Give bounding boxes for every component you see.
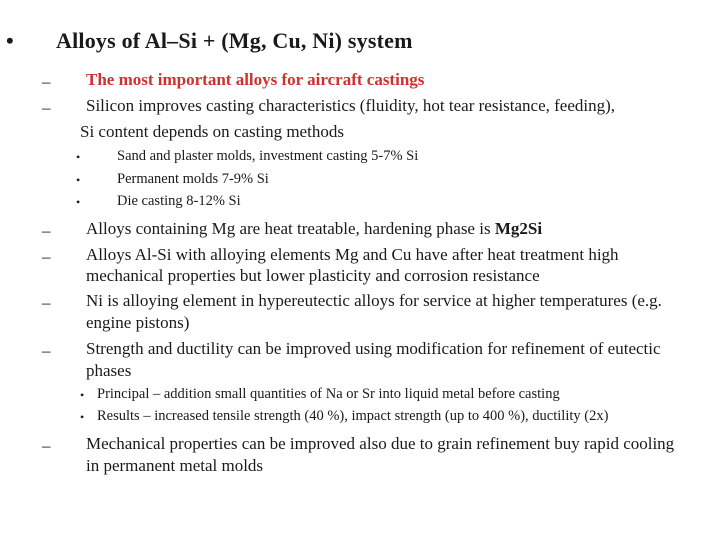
- item-grain-line2: in permanent metal molds: [86, 456, 264, 475]
- item-silicon-line1: Silicon improves casting characteristics (fluidity, hot tear resistance, feeding),: [86, 96, 616, 115]
- item-aircraft-castings: The most important alloys for aircraft castings: [86, 70, 425, 89]
- item-mg-cu-line2: mechanical properties but lower plasticity and corrosion resistance: [86, 266, 540, 285]
- modification-principal: Principal – addition small quantities of Na or Sr into liquid metal before casting: [97, 386, 560, 402]
- sub-bullet: •: [76, 173, 81, 187]
- item-ni-line1: Ni is alloying element in hypereutectic alloys for service at higher temperatures (e.g.: [86, 291, 662, 310]
- item-mg-text: Alloys containing Mg are heat treatable, hardening phase is: [86, 219, 495, 238]
- dash-marker: –: [42, 247, 51, 266]
- casting-method-permanent: Permanent molds 7-9% Si: [117, 171, 269, 187]
- item-silicon-line2: Si content depends on casting methods: [80, 122, 344, 141]
- dash-marker: –: [42, 221, 51, 240]
- dash-marker: –: [42, 293, 51, 312]
- dash-marker: –: [42, 72, 51, 91]
- modification-results: Results – increased tensile strength (40 %), impact strength (up to 400 %), ductility (2x): [97, 408, 609, 424]
- dash-marker: –: [42, 436, 51, 455]
- item-modification-line2: phases: [86, 361, 132, 380]
- dash-marker: –: [42, 98, 51, 117]
- sub-bullet: •: [80, 410, 85, 424]
- dash-marker: –: [42, 341, 51, 360]
- item-mg-heat-treatable: [86, 219, 542, 239]
- casting-method-die: Die casting 8-12% Si: [117, 193, 241, 209]
- hardening-phase: Mg2Si: [494, 219, 543, 238]
- item-modification-line1: Strength and ductility can be improved using modification for refinement of eutectic: [86, 339, 661, 358]
- slide-title: Alloys of Al–Si + (Mg, Cu, Ni) system: [56, 28, 413, 53]
- sub-bullet: •: [76, 195, 81, 209]
- sub-bullet: •: [80, 388, 85, 402]
- title-bullet: •: [6, 28, 14, 53]
- item-ni-line2: engine pistons): [86, 313, 190, 332]
- casting-method-sand: Sand and plaster molds, investment casting 5-7% Si: [117, 148, 419, 164]
- sub-bullet: •: [76, 150, 81, 164]
- item-mg-cu-line1: Alloys Al-Si with alloying elements Mg and Cu have after heat treatment high: [86, 245, 619, 264]
- item-grain-line1: Mechanical properties can be improved also due to grain refinement buy rapid cooling: [86, 434, 675, 453]
